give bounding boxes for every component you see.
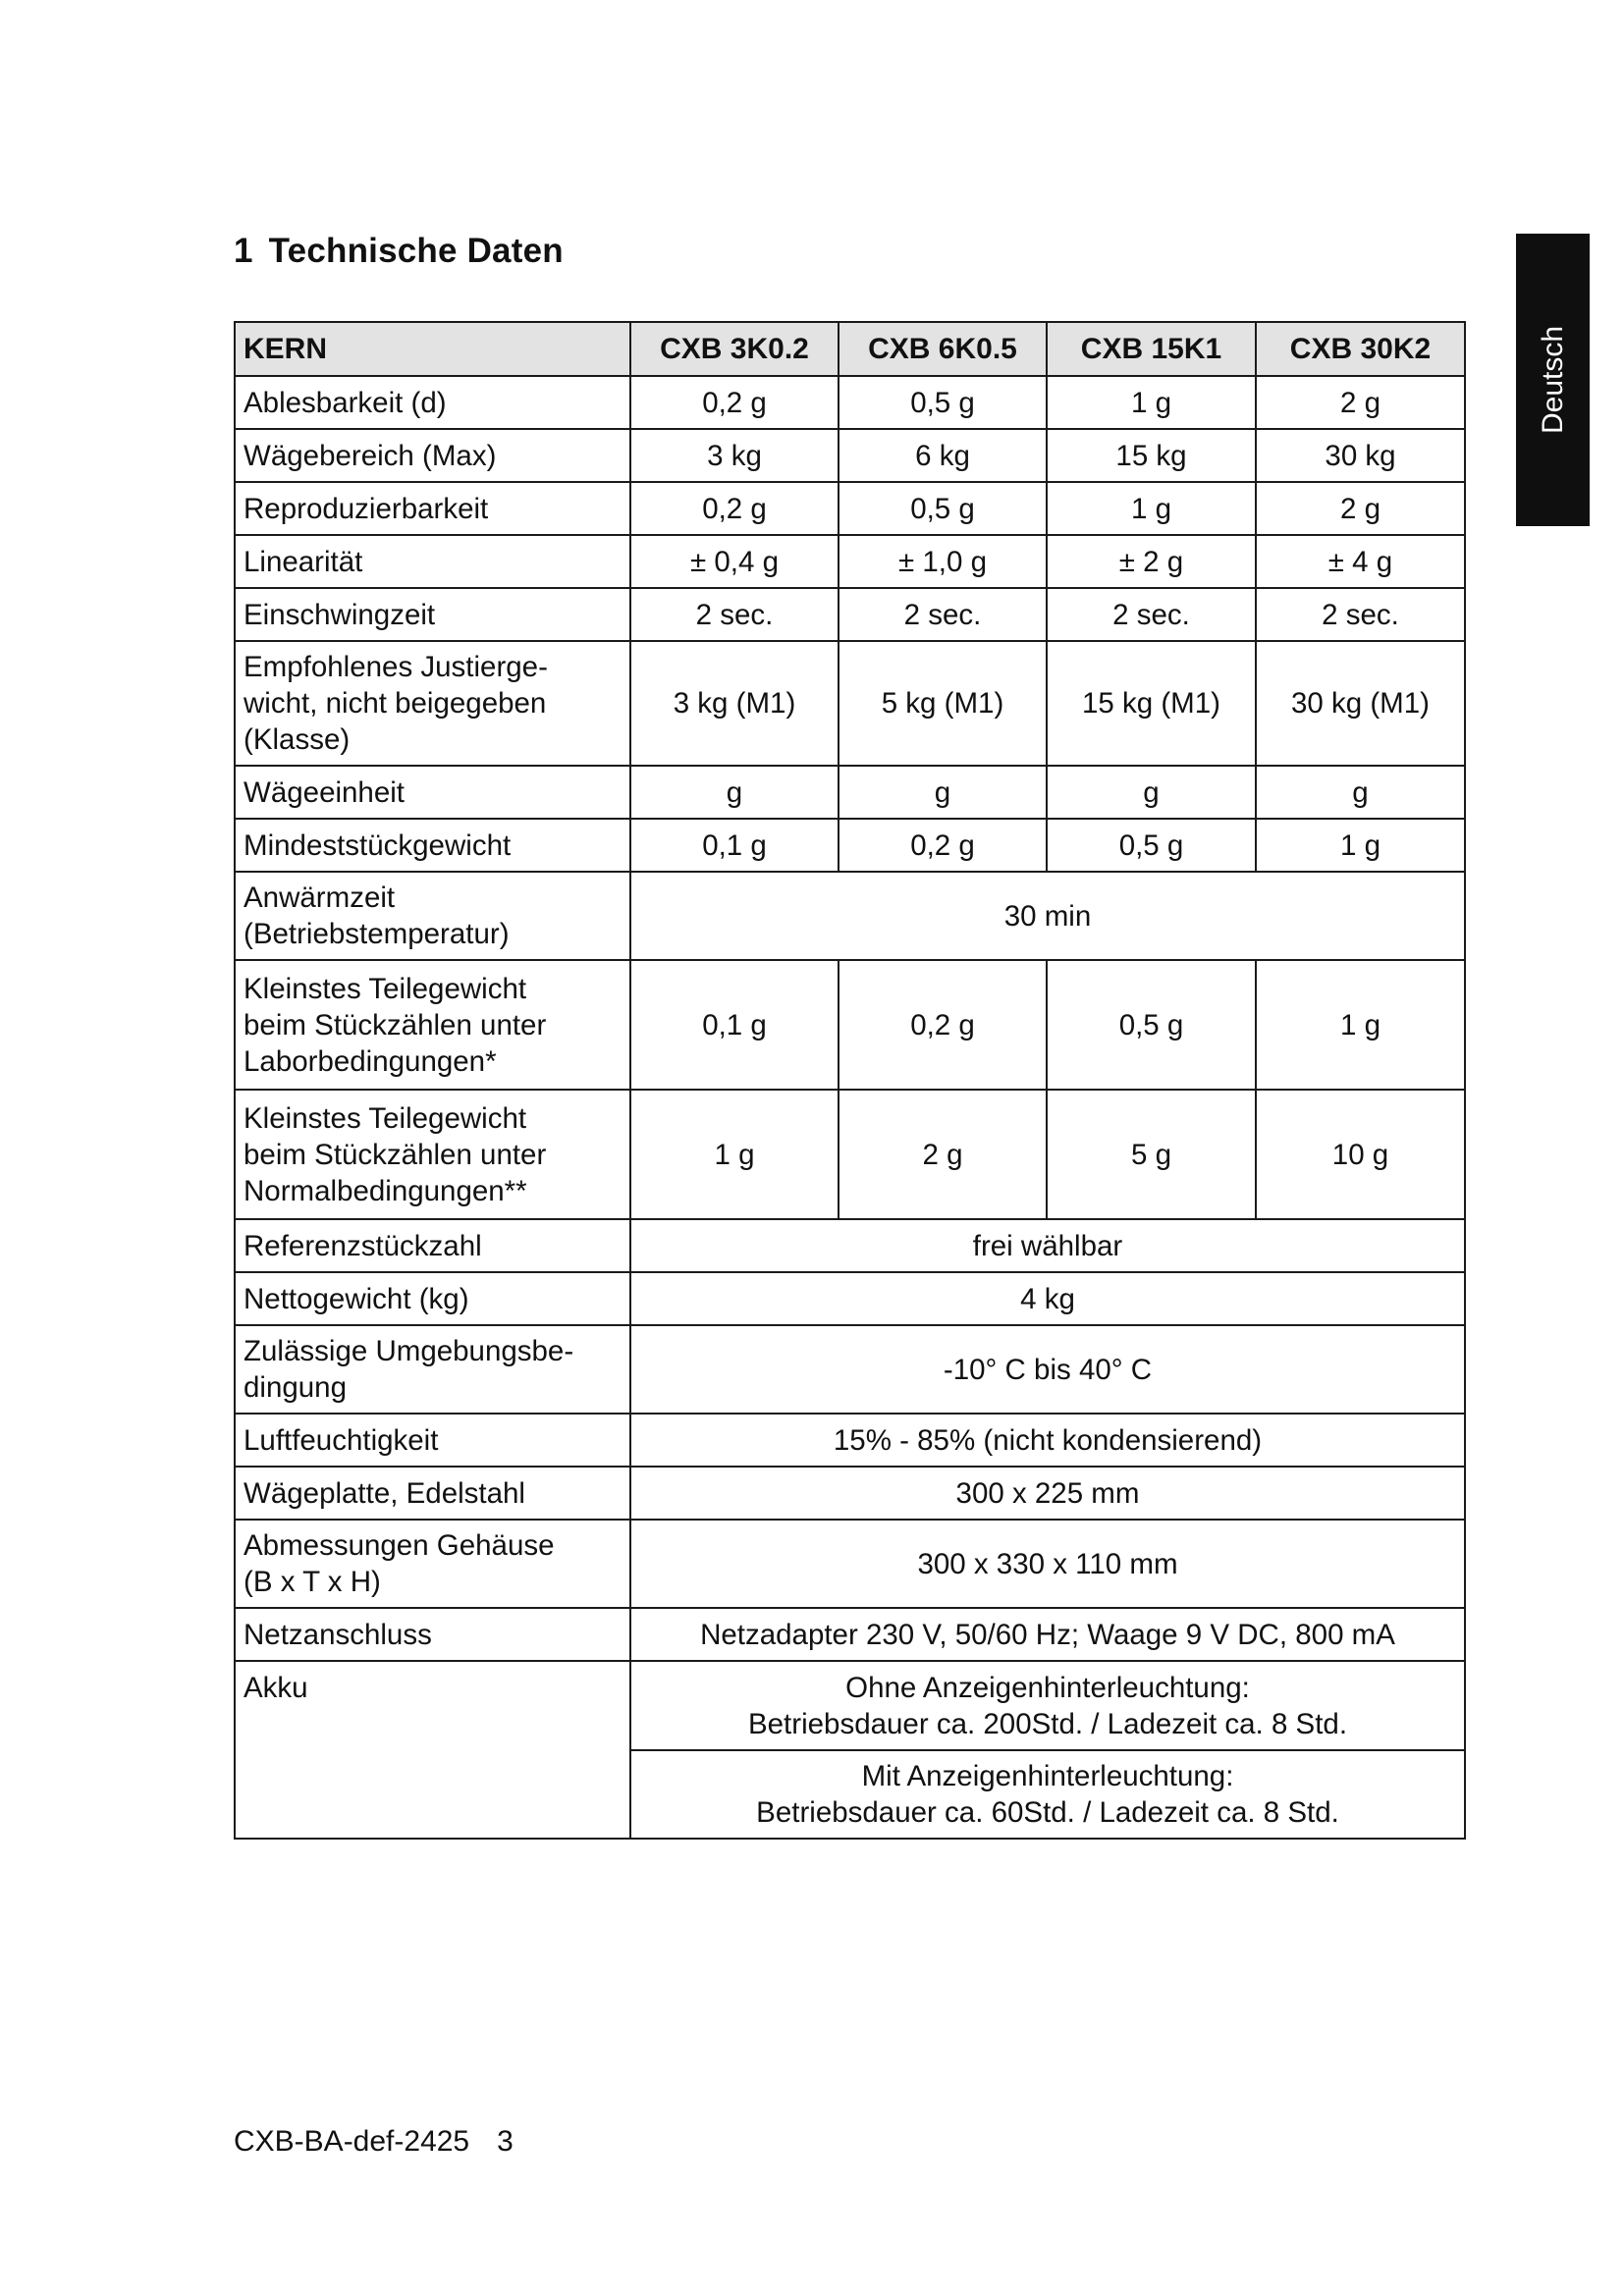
row-label-line: Laborbedingungen* xyxy=(244,1044,497,1078)
cell-value: Netzadapter 230 V, 50/60 Hz; Waage 9 V DC, 800 mA xyxy=(630,1608,1465,1661)
cell-value: 0,2 g xyxy=(839,960,1047,1090)
cell-value: 2 g xyxy=(1256,376,1465,429)
cell-value: 0,5 g xyxy=(839,376,1047,429)
cell-value: ± 2 g xyxy=(1047,535,1256,588)
row-label: Reproduzierbarkeit xyxy=(235,482,630,535)
row-label xyxy=(235,641,630,766)
cell-value: 0,1 g xyxy=(630,819,839,872)
cell-value: 2 sec. xyxy=(1256,588,1465,641)
cell-value: ± 1,0 g xyxy=(839,535,1047,588)
cell-value: frei wählbar xyxy=(630,1219,1465,1272)
row-label xyxy=(235,872,630,960)
cell-value: 300 x 330 x 110 mm xyxy=(630,1520,1465,1608)
row-label xyxy=(235,1090,630,1219)
cell-value: 1 g xyxy=(1047,376,1256,429)
table-row xyxy=(235,1219,1465,1272)
battery-with-backlight-detail: Betriebsdauer ca. 60Std. / Ladezeit ca. 8 Std. xyxy=(756,1796,1339,1829)
row-label-line: (B x T x H) xyxy=(244,1566,381,1598)
header-cell: KERN xyxy=(235,322,630,376)
row-label: Nettogewicht (kg) xyxy=(235,1272,630,1325)
row-label: Wägeeinheit xyxy=(235,766,630,819)
table-row xyxy=(235,766,1465,819)
row-label: Ablesbarkeit (d) xyxy=(235,376,630,429)
header-cell: CXB 6K0.5 xyxy=(839,322,1047,376)
cell-value: 3 kg (M1) xyxy=(630,641,839,766)
page-footer xyxy=(234,2125,514,2159)
table-row xyxy=(235,641,1465,766)
row-label xyxy=(235,1520,630,1608)
cell-value: 1 g xyxy=(1256,819,1465,872)
cell-value: 6 kg xyxy=(839,429,1047,482)
cell-value: 2 sec. xyxy=(839,588,1047,641)
page-number: 3 xyxy=(497,2125,514,2158)
cell-value: g xyxy=(1256,766,1465,819)
table-row xyxy=(235,1414,1465,1467)
row-label-line: Anwärmzeit xyxy=(244,881,396,914)
row-label-line: beim Stückzählen unter xyxy=(244,1008,547,1041)
cell-value: 300 x 225 mm xyxy=(630,1467,1465,1520)
cell-value: 0,5 g xyxy=(839,482,1047,535)
section-title: Technische Daten xyxy=(268,232,564,270)
cell-value: g xyxy=(839,766,1047,819)
table-row xyxy=(235,1272,1465,1325)
battery-without-backlight-detail: Betriebsdauer ca. 200Std. / Ladezeit ca. 8 Std. xyxy=(747,1707,1348,1740)
row-label-line: Empfohlenes Justierge- xyxy=(244,651,548,683)
row-label-line: Kleinstes Teilegewicht xyxy=(244,972,527,1005)
row-label: Wägebereich (Max) xyxy=(235,429,630,482)
row-label: Einschwingzeit xyxy=(235,588,630,641)
cell-value: 15% - 85% (nicht kondensierend) xyxy=(630,1414,1465,1467)
row-label-line: (Betriebstemperatur) xyxy=(244,918,510,950)
cell-value: ± 4 g xyxy=(1256,535,1465,588)
row-label: Referenzstückzahl xyxy=(235,1219,630,1272)
table-row xyxy=(235,482,1465,535)
cell-value: 30 kg xyxy=(1256,429,1465,482)
table-header-row xyxy=(235,322,1465,376)
cell-value: 30 min xyxy=(630,872,1465,960)
cell-value: 4 kg xyxy=(630,1272,1465,1325)
cell-value: 5 g xyxy=(1047,1090,1256,1219)
cell-value: 2 sec. xyxy=(630,588,839,641)
row-label-line: dingung xyxy=(244,1371,347,1404)
table-row xyxy=(235,960,1465,1090)
language-tab xyxy=(1516,234,1590,526)
cell-value: 0,2 g xyxy=(839,819,1047,872)
cell-value: 15 kg xyxy=(1047,429,1256,482)
battery-without-backlight-title: Ohne Anzeigenhinterleuchtung: xyxy=(845,1671,1250,1704)
battery-with-backlight-title: Mit Anzeigenhinterleuchtung: xyxy=(861,1760,1234,1792)
cell-value: ± 0,4 g xyxy=(630,535,839,588)
cell-value: 10 g xyxy=(1256,1090,1465,1219)
row-label xyxy=(235,1325,630,1414)
cell-value: 3 kg xyxy=(630,429,839,482)
cell-value xyxy=(630,1750,1465,1839)
row-label: Luftfeuchtigkeit xyxy=(235,1414,630,1467)
table-row xyxy=(235,1608,1465,1661)
cell-value: 0,5 g xyxy=(1047,960,1256,1090)
section-number: 1 xyxy=(234,232,253,270)
cell-value: 1 g xyxy=(630,1090,839,1219)
cell-value: 0,2 g xyxy=(630,376,839,429)
table-row xyxy=(235,1325,1465,1414)
cell-value: -10° C bis 40° C xyxy=(630,1325,1465,1414)
header-cell: CXB 3K0.2 xyxy=(630,322,839,376)
cell-value: 30 kg (M1) xyxy=(1256,641,1465,766)
row-label: Akku xyxy=(235,1661,630,1839)
cell-value: g xyxy=(630,766,839,819)
cell-value: 2 g xyxy=(839,1090,1047,1219)
table-row xyxy=(235,1467,1465,1520)
header-cell: CXB 30K2 xyxy=(1256,322,1465,376)
cell-value: 1 g xyxy=(1047,482,1256,535)
table-row xyxy=(235,1090,1465,1219)
table-row xyxy=(235,535,1465,588)
row-label: Wägeplatte, Edelstahl xyxy=(235,1467,630,1520)
row-label-line: beim Stückzählen unter xyxy=(244,1138,547,1171)
document-id: CXB-BA-def-2425 xyxy=(234,2125,470,2158)
row-label-line: wicht, nicht beigegeben xyxy=(244,687,547,720)
cell-value: 1 g xyxy=(1256,960,1465,1090)
table-row xyxy=(235,872,1465,960)
row-label-line: Zulässige Umgebungsbe- xyxy=(244,1335,574,1367)
language-tab-label: Deutsch xyxy=(1536,325,1569,435)
row-label-line: (Klasse) xyxy=(244,723,351,756)
row-label: Linearität xyxy=(235,535,630,588)
technical-data-table xyxy=(234,321,1466,1840)
cell-value: 2 g xyxy=(1256,482,1465,535)
header-cell: CXB 15K1 xyxy=(1047,322,1256,376)
cell-value: g xyxy=(1047,766,1256,819)
row-label xyxy=(235,960,630,1090)
cell-value: 2 sec. xyxy=(1047,588,1256,641)
row-label-line: Normalbedingungen** xyxy=(244,1174,527,1207)
table-row xyxy=(235,819,1465,872)
row-label-line: Kleinstes Teilegewicht xyxy=(244,1101,527,1135)
cell-value: 15 kg (M1) xyxy=(1047,641,1256,766)
table-row xyxy=(235,376,1465,429)
cell-value: 0,1 g xyxy=(630,960,839,1090)
table-row xyxy=(235,429,1465,482)
cell-value xyxy=(630,1661,1465,1750)
table-row xyxy=(235,1520,1465,1608)
row-label: Mindeststückgewicht xyxy=(235,819,630,872)
row-label: Netzanschluss xyxy=(235,1608,630,1661)
table-row xyxy=(235,588,1465,641)
section-heading xyxy=(234,232,564,271)
cell-value: 0,5 g xyxy=(1047,819,1256,872)
table-row xyxy=(235,1661,1465,1750)
cell-value: 5 kg (M1) xyxy=(839,641,1047,766)
row-label-line: Abmessungen Gehäuse xyxy=(244,1529,555,1562)
cell-value: 0,2 g xyxy=(630,482,839,535)
